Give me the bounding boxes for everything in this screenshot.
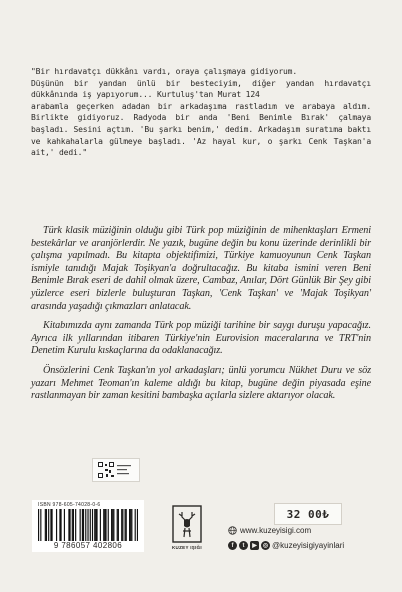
barcode-bar	[100, 509, 101, 541]
barcode-bar	[104, 509, 105, 541]
barcode-bar	[87, 509, 88, 541]
barcode-bar	[118, 509, 119, 541]
barcode-bar	[108, 509, 109, 541]
barcode-bar	[94, 509, 95, 541]
barcode-bar	[40, 509, 41, 541]
barcode-bar	[69, 509, 70, 541]
barcode-bar	[83, 509, 84, 541]
barcode-bar	[125, 509, 126, 541]
description-paragraph: Kitabımızda aynı zamanda Türk pop müziği tarihine bir saygı duruşu yapacağız. Ayrıca ilk yıllarından itibaren Türkiye'nin Eurovision maceralarına ve TRT'nin Denetim Kurulu kıskaçlarına da odaklanacağız.	[31, 320, 371, 357]
barcode-bar	[111, 509, 112, 541]
social-handle[interactable]: @kuzeyisigiyayinlari	[272, 541, 345, 550]
barcode-bar	[135, 509, 136, 541]
instagram-icon[interactable]: ◎	[262, 543, 269, 549]
description-paragraph: Önsözlerini Cenk Taşkan'ın yol arkadaşları; ünlü yorumcu Nükhet Duru ve söz yazarı Mehmet Teoman'ın kaleme aldığı bu kitap, bugüne değin piyasada eşine rastlanmayan bir zaman kesitini bambaşka açılarla sizlere aktarıyor olacak.	[31, 364, 371, 402]
isbn-label: ISBN 978-605-74028-0-6	[38, 502, 101, 508]
barcode-bar	[50, 509, 51, 541]
qr-sticker	[92, 458, 140, 482]
barcode-bar	[72, 509, 73, 541]
barcode-bar	[105, 509, 106, 541]
barcode-bar	[45, 509, 46, 541]
publisher-name: KUZEY IŞIĞI	[172, 545, 202, 550]
price-sticker: 32 00₺	[274, 503, 342, 525]
sticker-marks-icon	[114, 462, 134, 478]
social-line	[228, 541, 344, 550]
barcode-bar	[92, 509, 93, 541]
quote-line: "Bir hırdavatçı dükkânı vardı, oraya çalışmaya gidiyorum.	[31, 67, 297, 76]
barcode-bar	[129, 509, 130, 541]
quote-line: arabamla geçerken adadan bir arkadaşıma rastladım ve arabaya aldım. Birlikte gidiyoruz. Radyoda bir anda 'Beni Benimle Bırak' çalmaya başladı. Sesini açtım. 'Bu şarkı benim,' dedim. Arkadaşım suratıma baktı ve kahkahalarla gülmeye başladı. 'Az hayal kur, o şarkı Cenk Taşkan'a ait,' dedi."	[31, 101, 371, 158]
deer-logo-icon	[170, 504, 204, 544]
barcode-bar	[117, 509, 118, 541]
barcode-bar	[56, 509, 57, 541]
barcode-bar	[38, 509, 39, 541]
barcode-bar	[59, 509, 60, 541]
youtube-icon[interactable]: ▶	[250, 541, 259, 550]
description-paragraph: Türk klasik müziğinin olduğu gibi Türk pop müziğinin de mihenktaşları Ermeni bestekârlar ve aranjörlerdir. Ne yazık, bugüne değin bu konu üzerinde derinlikli bir çalışma yapılmadı. Bu kitapta objektifimizi, Türkiye kamuoyunun Cenk Taşkan ismiyle tanıdığı Majak Toşikyan'a doğrultacağız. Bu kitaba ismini veren Beni Benimle Bırak eseri de dahil olmak üzere, Cambaz, Anılar, Dört Günlük Bir Şey gibi yüzlerce eseri bizlerle buluşturan Taşkan, 'Cenk Taşkan' ve 'Majak Toşikyan' arasında yaşadığı çıkmazları anlatacak.	[31, 225, 371, 312]
barcode-bar	[137, 509, 138, 541]
barcode-bar	[122, 509, 123, 541]
barcode-bar	[130, 509, 131, 541]
barcode-bar	[103, 509, 104, 541]
barcode	[32, 500, 144, 552]
barcode-bar	[113, 509, 114, 541]
quote-block	[31, 66, 371, 159]
barcode-bar	[68, 509, 69, 541]
barcode-bar	[75, 509, 76, 541]
description-text	[31, 225, 371, 410]
isbn-digits: 9 786057 402806	[53, 541, 123, 550]
barcode-bar	[112, 509, 113, 541]
barcode-bar	[95, 509, 96, 541]
barcode-bar	[80, 509, 81, 541]
website-line	[228, 526, 311, 535]
barcode-bar	[48, 509, 49, 541]
barcode-bar	[90, 509, 91, 541]
qr-code-icon	[98, 462, 114, 478]
barcode-bar	[121, 509, 122, 541]
barcode-bars	[38, 509, 138, 541]
barcode-bar	[46, 509, 47, 541]
quote-line: Düşünün bir yandan ünlü bir besteciyim, diğer yandan hırdavatçı dükkânında iş yapıyorum... Kurtuluş'tan Murat 124	[31, 78, 371, 100]
barcode-bar	[131, 509, 132, 541]
publisher-logo	[170, 504, 204, 554]
barcode-bar	[126, 509, 127, 541]
website-text[interactable]: www.kuzeyisigi.com	[240, 526, 312, 535]
barcode-bar	[64, 509, 65, 541]
barcode-bar	[51, 509, 52, 541]
barcode-bar	[85, 509, 86, 541]
barcode-bar	[96, 509, 97, 541]
barcode-bar	[82, 509, 83, 541]
barcode-bar	[60, 509, 61, 541]
barcode-bar	[73, 509, 74, 541]
twitter-icon[interactable]: t	[239, 541, 248, 550]
facebook-icon[interactable]: f	[228, 541, 237, 550]
globe-icon	[228, 526, 237, 535]
